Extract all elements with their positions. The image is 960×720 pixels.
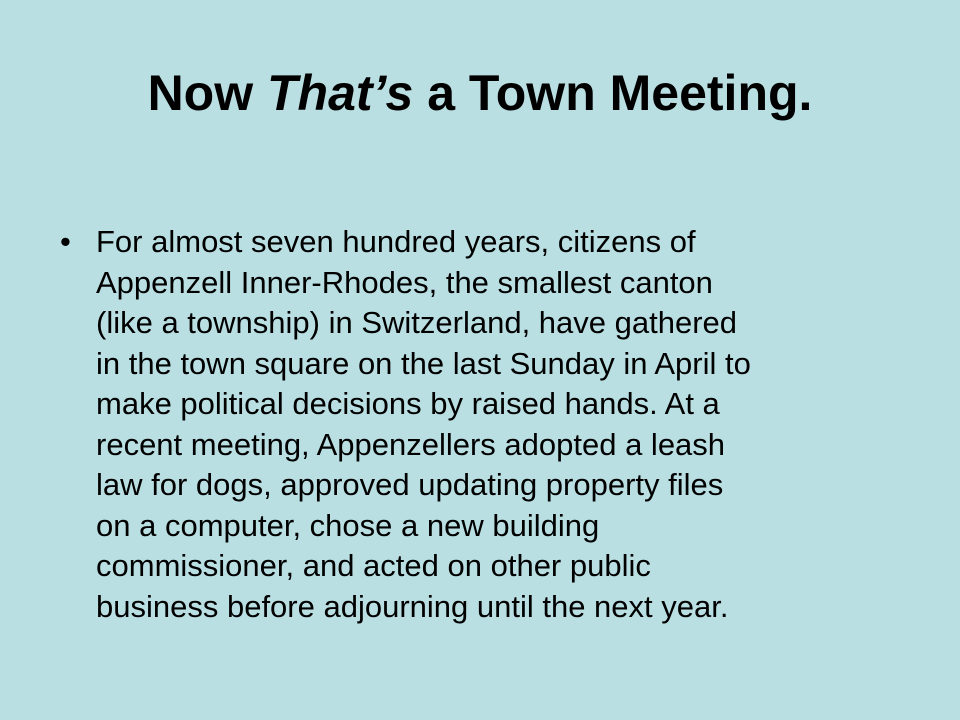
bullet-text-line: business before adjourning until the next year.	[96, 588, 729, 624]
slide-title	[0, 58, 960, 128]
bullet-text-line: on a computer, chose a new building	[96, 507, 600, 543]
bullet-text-line: law for dogs, approved updating property files	[96, 467, 724, 502]
bullet-dot-icon: •	[60, 224, 71, 259]
title-prefix: Now	[147, 65, 267, 121]
bullet-text-line: Appenzell Inner-Rhodes, the smallest canton	[96, 264, 713, 300]
bullet-text-line: in the town square on the last Sunday in April to	[96, 345, 751, 381]
title-emphasis: That’s	[267, 65, 414, 121]
bullet-item	[60, 222, 900, 627]
bullet-text-line: make political decisions by raised hands. At a	[96, 386, 720, 421]
bullet-text-line: For almost seven hundred years, citizens of	[96, 224, 696, 259]
bullet-text-line: commissioner, and acted on other public	[96, 548, 651, 583]
title-suffix: a Town Meeting.	[413, 65, 813, 121]
bullet-text-line: (like a township) in Switzerland, have gathered	[96, 305, 738, 340]
bullet-text-line: recent meeting, Appenzellers adopted a leash	[96, 426, 726, 462]
bullet-list	[60, 222, 900, 627]
